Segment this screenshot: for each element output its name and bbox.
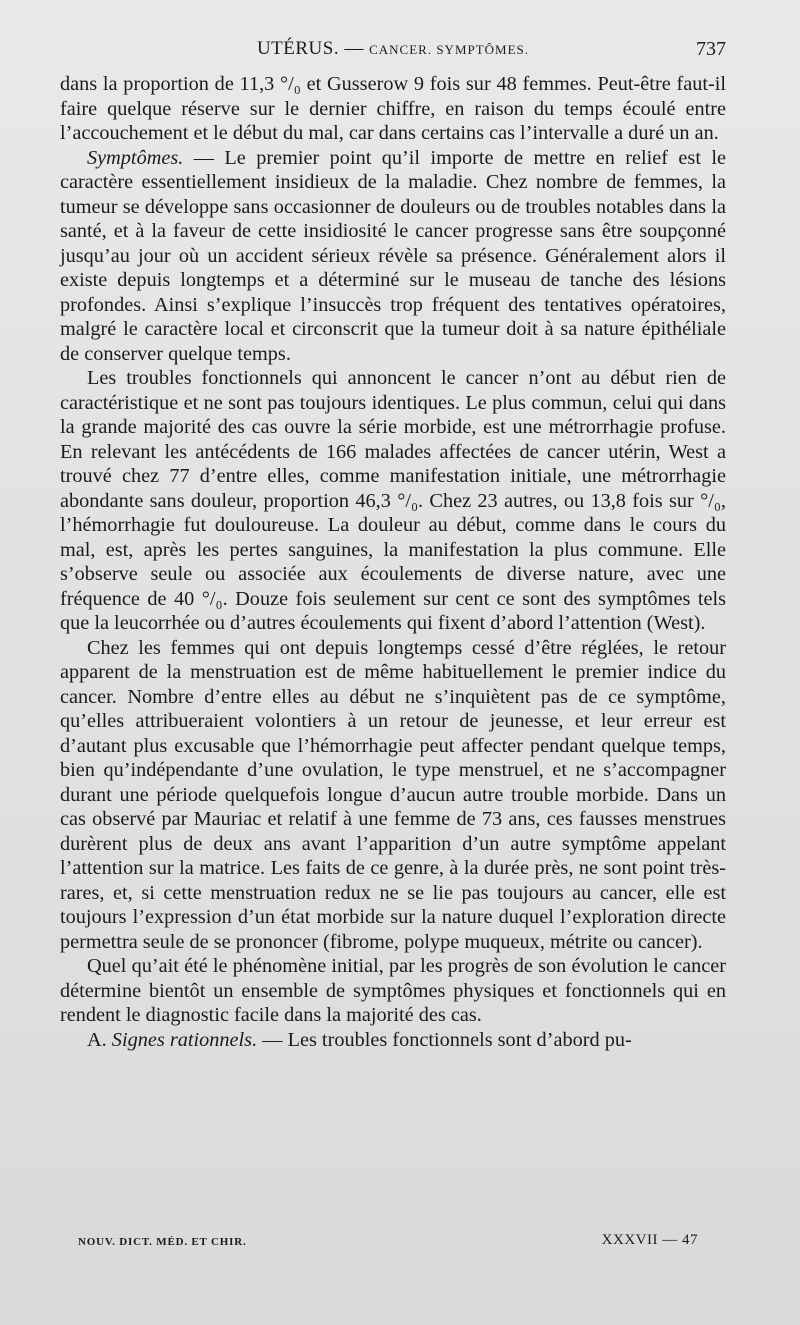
- footer-signature: XXXVII — 47: [601, 1232, 698, 1248]
- paragraph-2-text: — Le premier point qu’il importe de mettre en relief est le caractère essentiellement insidieux de la maladie. Chez nombre de femmes, la tumeur se développe sans occasionner de douleurs ou de troubles notables dans la santé, et à la faveur de cette insidiosité le cancer progresse sans être soupçonné jusqu’au jour où un accident sérieux révèle sa présence. Généralement alors il existe depuis longtemps et a déterminé sur le museau de tanche des lésions profondes. Ainsi s’explique l’insuccès trop fréquent des tentatives opératoires, malgré le caractère local et circonscrit que la tumeur doit à sa nature épithéliale de conserver quelque temps.: [60, 146, 726, 365]
- page-footer: [78, 1232, 698, 1254]
- paragraph-6-heading: Signes rationnels.: [111, 1028, 258, 1051]
- running-head-title: [60, 38, 726, 60]
- page-number: 737: [696, 38, 726, 60]
- main-text: [60, 72, 726, 1052]
- paragraph-5: Quel qu’ait été le phénomène initial, par les progrès de son évolution le cancer détermine bientôt un ensemble de symptômes physiques et fonctionnels qui en rendent le diagnostic facile dans la majorité des cas.: [60, 955, 726, 1026]
- running-head-subtitle: CANCER. SYMPTÔMES.: [369, 42, 530, 57]
- paragraph-6-text: — Les troubles fonctionnels sont d’abord pu-: [257, 1028, 632, 1051]
- paragraph-6: [60, 1028, 726, 1053]
- paragraph-2: [60, 146, 726, 367]
- running-head: [60, 38, 726, 66]
- footer-publication: NOUV. DICT. MÉD. ET CHIR.: [78, 1236, 247, 1248]
- paragraph-4: Chez les femmes qui ont depuis longtemps cessé d’être réglées, le retour apparent de la menstruation est de même habituellement le premier indice du cancer. Nombre d’entre elles au début ne s’inquiètent pas de ce symptôme, qu’elles attribueraient volontiers à un retour de jeunesse, et leur erreur est d’autant plus excusable que l’hémorrhagie peut affecter pendant quelque temps, bien qu’indépendante d’une ovulation, le type menstruel, et ne s’accompagner durant une période quelquefois longue d’aucun autre trouble morbide. Dans un cas observé par Mauriac et relatif à une femme de 73 ans, ces fausses menstrues durèrent plus de deux ans avant l’apparition d’un autre symptôme appelant l’attention sur la matrice. Les faits de ce genre, à la durée près, ne sont point très-rares, et, si cette menstruation redux ne se lie pas toujours au cancer, elle est toujours l’expression d’un état morbide sur la nature duquel l’exploration directe permettra seule de se prononcer (fibrome, polype muqueux, métrite ou cancer).: [60, 636, 726, 953]
- paragraph-1: dans la proportion de 11,3 °/₀ et Gusserow 9 fois sur 48 femmes. Peut-être faut-il faire quelque réserve sur le dernier chiffre, en raison du temps écoulé entre l’accouchement et le début du mal, car dans certains cas l’intervalle a duré un an.: [60, 73, 726, 144]
- paragraph-2-heading: Symptômes.: [87, 146, 184, 169]
- running-head-separator: —: [344, 38, 364, 59]
- running-head-main: UTÉRUS.: [256, 38, 340, 59]
- paragraph-6-letter: A.: [87, 1028, 112, 1051]
- paragraph-3: Les troubles fonctionnels qui annoncent le cancer n’ont au début rien de caractéristique et ne sont pas toujours identiques. Le plus commun, celui qui dans la grande majorité des cas ouvre la série morbide, est une métrorrhagie profuse. En relevant les antécédents de 166 malades affectées de cancer utérin, West a trouvé chez 77 d’entre elles, comme manifestation initiale, une métrorrhagie abondante sans douleur, proportion 46,3 °/₀. Chez 23 autres, ou 13,8 fois sur °/₀, l’hémorrhagie fut douloureuse. La douleur au début, comme dans le cours du mal, est, après les pertes sanguines, la manifestation la plus commune. Elle s’observe seule ou associée aux écoulements de diverse nature, avec une fréquence de 40 °/₀. Douze fois seulement sur cent ce sont des symptômes tels que la leucorrhée ou d’autres écoulements qui fixent d’abord l’attention (West).: [60, 367, 726, 634]
